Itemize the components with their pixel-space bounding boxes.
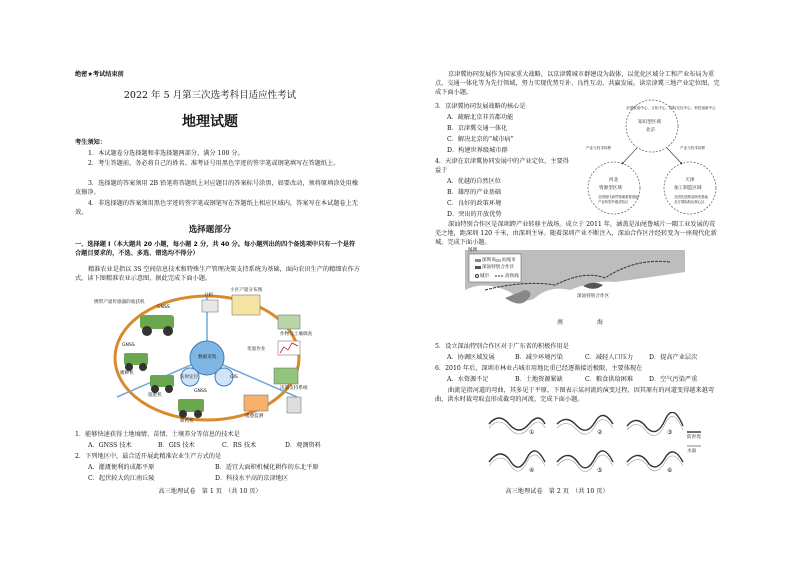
shenshan-map <box>465 250 685 340</box>
river-legend-levee: 防洪堤 <box>687 435 701 440</box>
question-2: 2．下列地区中，最合适开展此精准农业生产方式的是 <box>75 453 222 460</box>
q1-option-a: A．GNSS 技术 <box>88 442 132 449</box>
q2-option-d: D．科技水平高的京津地区 <box>215 475 289 482</box>
fig-label-data-collection: 数据采集 <box>198 355 217 360</box>
q5-option-a: A．协调区域发展 <box>447 354 495 361</box>
jjj-hebei-type: 资源型区域 <box>599 186 622 191</box>
notice-1: 1．本试题卷分选择题和非选择题两部分，满分 100 分。 <box>88 150 244 157</box>
intro-precision-farming: 精准农业是指以 3S 空间信息技术和特殊生产管理决策支持系统为基础，面向农田生产的精细农作方式。读下图精准农业示意图，据此完成下面小题。 <box>75 266 360 282</box>
question-3: 3．京津冀协同发展战略的核心是 <box>435 103 526 110</box>
notice-3: 3．选择题的答案须用 2B 铅笔将答题纸上对应题目的答案标号涂黑，如要改动，须将原填涂处用橡皮擦净。 <box>75 180 359 196</box>
jjj-transfer-left: 产业与技术转移 <box>586 146 612 150</box>
map-legend-title: 图例 <box>468 248 478 253</box>
q3-option-a: A．疏解北京非首都功能 <box>447 114 514 121</box>
page-2 <box>397 0 794 561</box>
map-zone-label: 深汕特别合作区 <box>577 294 610 299</box>
precision-agriculture-figure <box>82 285 332 427</box>
fig-label-yield-map: 小区产量分布图 <box>230 288 263 293</box>
fig-label-realtime-positioning: 实时定位 <box>180 375 199 380</box>
question-5: 5．设立深汕特别合作区对于广东省的积极作用是 <box>435 343 569 350</box>
question-1: 1．能够快速获得土地墒情、苗情、土壤养分等信息的技术是 <box>75 431 240 438</box>
fig-label-analysis: 分析 <box>204 293 214 298</box>
question-4: 4．天津在京津冀协同发展中的产业定位，主要得益于 <box>435 158 569 174</box>
fig-label-survey: 作物与土壤调查 <box>280 332 313 337</box>
notice-heading: 考生须知： <box>75 139 106 146</box>
fig-label-gnss-1: GNSS <box>157 305 170 310</box>
fig-label-decision-support: 决策支持系统 <box>280 386 308 391</box>
map-legend-shenzhen: 深圳市 <box>482 258 496 263</box>
q3-option-b: B．京津冀交通一体化 <box>447 125 508 132</box>
notice-2: 2．考生答题前，务必将自己的姓名、准考证号用黑色字迹的签字笔或钢笔填写在答题纸上。 <box>88 160 340 167</box>
river-label-4: ④ <box>529 467 535 474</box>
q4-option-a: A．优越的自然区位 <box>447 178 501 185</box>
intro-meander: 曲流是指河道的弯曲，其多见于平原。下图表示某河流的演变过程，因其原有的河道变得越来越弯曲，洪水时裁弯取直形成截弯的河流，完成下面小题。 <box>435 387 715 403</box>
river-label-5: ⑤ <box>597 467 603 474</box>
intro-shenshan: 深汕特别合作区是深圳跨产业转移主战场。成立于 2011 年，涵盖是汕尾鲁城片一隅工业发展的荒芜之地，距深圳 120 千米，由深圳主导。随着深圳产业不断注入，深汕合作区注经转变为一座现代化新城。完成下面小题。 <box>435 221 717 246</box>
exam-title: 2022 年 5 月第三次选考科目适应性考试 <box>123 90 297 101</box>
map-sea-hai: 海 <box>597 319 604 326</box>
river-legend-water: 水面 <box>687 449 697 454</box>
notice-4: 4．非选择题的答案须用黑色字迹的签字笔或钢笔写在答题纸上相应区域内，答案写在本试题卷上无效。 <box>75 200 358 216</box>
q6-option-a: A．水资源不足 <box>447 376 489 383</box>
jjj-hebei-role-2: 产业转型升级试验区 <box>598 200 629 204</box>
map-legend-zone: 深汕特别合作区 <box>482 265 515 270</box>
jjj-transfer-right: 产业与技术转移 <box>680 146 706 150</box>
q2-option-a: A．灌溉便利的成都平原 <box>88 464 155 471</box>
q4-option-c: C．良好的政策环境 <box>447 200 502 207</box>
fig-label-harvester: 携带产量传感器的收获机 <box>94 300 145 305</box>
page-2-footer: 高三地理试卷 第 2 页 （共 10 页） <box>505 488 609 495</box>
q4-option-d: D．突出的开放优势 <box>447 211 502 218</box>
river-label-3: ③ <box>667 429 673 436</box>
page-1-footer: 高三地理试卷 第 1 页 （共 10 页） <box>158 488 262 495</box>
section-heading: 一、选择题 Ⅰ（本大题共 20 小题，每小题 2 分，共 40 分。每小题列出的四个备选项中只有一个是符合题目要求的，不选、多选、错选均不得分） <box>75 241 356 257</box>
q3-option-d: D．构建世界级城市群 <box>447 147 508 154</box>
jjj-hebei: 河北 <box>609 178 619 183</box>
q5-option-d: D．提高产业层次 <box>649 354 698 361</box>
intro-jjj: 京津冀协同发展作为国家重大战略，以京津冀城市群建设为载体，以优化区域分工和产业布局为重点，交通一体化等为先行领域，努力实现优势互补、良性互动、共赢发展。读京津冀三地产业定位图，完成下面小题。 <box>435 71 720 96</box>
q1-option-d: D．观测资料 <box>285 442 321 449</box>
q6-option-c: C．粮食供给困难 <box>585 376 634 383</box>
fig-label-remote-sensing: 遥感监测 <box>245 414 264 419</box>
fig-label-sprayer: 喷药机 <box>180 419 194 424</box>
q2-option-c: C．起伏较大的江南丘陵 <box>88 475 155 482</box>
river-label-1: ① <box>529 429 535 436</box>
question-6: 6．2010 年后，深圳市林业占城市用地比重已经逐渐接近极限，主要体现在 <box>435 365 643 372</box>
q6-option-d: D．空气污染严重 <box>649 376 698 383</box>
jjj-tianjin: 天津 <box>685 178 695 183</box>
map-legend-city: 城市 <box>480 274 490 279</box>
jjj-tianjin-role-2: 北方国际航运核心区 <box>674 200 705 204</box>
fig-label-seeder: 播种机 <box>120 371 134 376</box>
map-legend-shanwei: 汕尾市 <box>502 258 516 263</box>
q5-option-b: B．减少环境污染 <box>515 354 563 361</box>
q6-option-b: B．土地资源紧缺 <box>515 376 563 383</box>
fig-label-fertilizer: 施肥机 <box>148 393 162 398</box>
part-title: 选择题部分 <box>188 225 232 235</box>
q5-option-c: C．减轻人口压力 <box>585 354 634 361</box>
jjj-beijing: 北京 <box>646 128 656 133</box>
fig-label-gis: GIS <box>230 375 238 380</box>
secret-mark: 绝密★考试结束前 <box>75 71 124 78</box>
river-label-6: ⑥ <box>667 467 673 474</box>
subject-title: 地理试题 <box>182 114 238 130</box>
map-legend-railway: 高铁线 <box>505 274 519 279</box>
map-sea-nan: 南 <box>557 319 564 326</box>
q1-option-b: B．GIS 技术 <box>158 442 195 449</box>
fig-label-gnss-2: GNSS <box>122 343 135 348</box>
river-label-2: ② <box>597 429 603 436</box>
jjj-tianjin-role-1: 全国先进制造研发基地 <box>674 195 708 199</box>
fig-label-variable-operation: 变量作业 <box>247 347 266 352</box>
q4-option-b: B．雄厚的产业基础 <box>447 189 502 196</box>
jjj-industry-diagram <box>582 96 722 220</box>
river-meander-figure <box>487 412 717 484</box>
fig-label-gnss-3: GNSS <box>194 389 207 394</box>
jjj-tianjin-type: 加工制造区域 <box>674 186 702 191</box>
jjj-beijing-role: 全国政治中心、文化中心、国际交往中心、科技创新中心 <box>626 106 716 110</box>
q2-option-b: B．适宜大面积机械化耕作的东北平原 <box>215 464 319 471</box>
jjj-hebei-role-1: 全国现代商贸物流重要基地 <box>598 195 639 199</box>
q3-option-c: C．解决北京的“城市病” <box>447 136 514 143</box>
q1-option-c: C．RS 技术 <box>222 442 257 449</box>
jjj-beijing-type: 知识型区域 <box>638 120 661 125</box>
